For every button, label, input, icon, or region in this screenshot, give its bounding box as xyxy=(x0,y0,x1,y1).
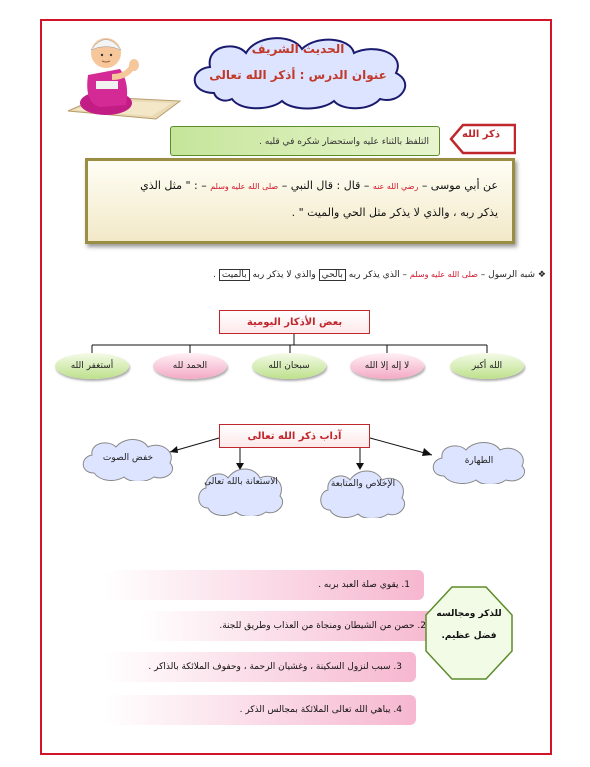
virtues-label xyxy=(429,603,509,647)
virtues-label-line2: فضل عظيم. xyxy=(441,631,497,641)
dhikr-item-2: لا إله إلا الله xyxy=(350,353,424,379)
etiquette-item-1: الطهارة xyxy=(464,456,494,466)
simile-alive: بالحي xyxy=(319,269,346,281)
definition-box: التلفظ بالثناء عليه واستحضار شكره في قلبه . xyxy=(170,126,440,156)
virtue-item-4: 4. يباهي الله تعالى الملائكة بمجالس الذكر . xyxy=(104,695,416,725)
lesson-title: عنوان الدرس : أذكر الله تعالى xyxy=(209,68,387,82)
dhikr-item-3: سبحان الله xyxy=(252,353,326,379)
virtue-item-1: 1. يقوي صلة العبد بربه . xyxy=(104,570,424,600)
simile-end: . xyxy=(213,270,216,280)
etiquette-item-4: خفض الصوت xyxy=(102,453,154,463)
virtues-label-line1: للذكر ومجالسه xyxy=(436,609,502,619)
hadith-line1-mid: – قال : قال النبي – xyxy=(281,179,370,192)
dhikr-item-1: الله أكبر xyxy=(450,353,524,379)
etiquette-cloud-2 xyxy=(318,468,408,518)
hadith-line-2: يذكر ربه ، والذي لا يذكر مثل الحي والميت " . xyxy=(291,206,498,219)
simile-start: شبه الرسول – xyxy=(480,270,536,280)
companion-blessing: رضي الله عنه xyxy=(372,182,419,191)
simile-dead: بالميت xyxy=(219,269,250,281)
simile-mid2: والذي لا يذكر ربه xyxy=(252,270,316,280)
virtue-item-2: 2. حصن من الشيطان ومنجاة من العذاب وطريق للجنة. xyxy=(140,611,440,641)
virtue-item-3: 3. سبب لنزول السكينة ، وغشيان الرحمة ، وحفوف الملائكة بالذاكر . xyxy=(104,652,416,682)
etiquette-item-2: الإخلاص والمتابعة xyxy=(330,479,396,489)
dhikr-item-4: الحمد لله xyxy=(153,353,227,379)
bullet-icon: ❖ xyxy=(537,270,546,280)
hadith-line1-start: عن أبي موسى – xyxy=(421,179,498,192)
subject-title: الحديث الشريف xyxy=(251,42,345,56)
etiquette-header: آداب ذكر الله تعالى xyxy=(219,424,370,448)
simile-blessing: صلى الله عليه وسلم xyxy=(409,270,478,279)
daily-dhikr-header: بعض الأذكار اليومية xyxy=(219,310,370,334)
prophet-blessing: صلى الله عليه وسلم xyxy=(210,182,279,191)
simile-mid: – الذي يذكر ربه xyxy=(348,270,408,280)
etiquette-cloud-3 xyxy=(196,466,286,516)
hadith-line1-end: – : " مثل الذي xyxy=(140,179,207,192)
dhikr-item-5: أستغفر الله xyxy=(55,353,129,379)
definition-tag-label: ذكر الله xyxy=(462,129,500,140)
etiquette-item-3: الاستعانة بالله تعالى xyxy=(204,477,278,487)
